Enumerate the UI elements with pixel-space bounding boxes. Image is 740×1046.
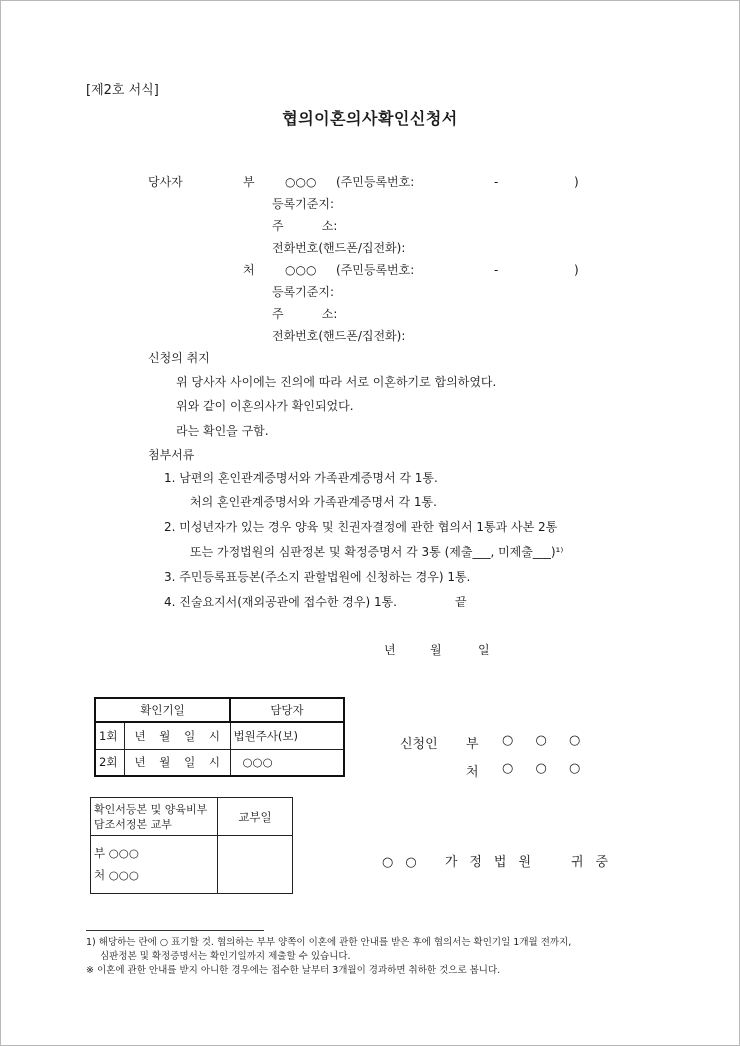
applicant-husband-name: ○ ○ ○ [502,733,581,748]
wife-rrn-label: (주민등록번호: [336,263,415,277]
wife-name: ○○○ [285,263,317,277]
delivery-date-cell [218,836,293,894]
document-title: 협의이혼의사확인신청서 [282,109,458,128]
date-cell: 년 월 일 시 [125,722,231,749]
attachment-end: 끝 [455,595,467,609]
wife-role: 처 [243,263,255,277]
round-cell: 1회 [95,722,125,749]
date-month: 월 [430,643,442,657]
delivery-husband: 부 ○○○ [94,846,139,860]
applicant-husband-role: 부 [466,737,479,752]
husband-rrn-close: ) [574,175,579,189]
delivery-wife: 처 ○○○ [94,868,139,882]
wife-rrn-dash: - [494,263,499,277]
delivery-recipients [91,836,218,894]
husband-registry-label: 등록기준지: [272,197,335,211]
delivery-table [90,797,293,894]
purpose-line: 라는 확인을 구함. [176,424,269,438]
husband-role: 부 [243,175,255,189]
date-year: 년 [384,643,396,657]
wife-rrn-close: ) [574,263,579,277]
applicant-label: 신청인 [400,737,438,752]
attachment-item: 4. 진술요지서(재외공관에 접수한 경우) 1통. [164,595,397,609]
husband-name: ○○○ [285,175,317,189]
confirm-date-header: 확인기일 [95,698,230,722]
attachments-heading: 첨부서류 [148,448,195,462]
attachment-item: 또는 가정법원의 심판정본 및 확정증명서 각 3통 (제출___, 미제출___)¹⁾ [190,545,564,559]
footnote-line: 1) 해당하는 란에 ○ 표기할 것. 협의하는 부부 양쪽이 이혼에 관한 안내를 받은 후에 협의서는 확인기일 1개월 전까지, [86,937,572,948]
attachment-item: 1. 남편의 혼인관계증명서와 가족관계증명서 각 1통. [164,471,438,485]
purpose-line: 위 당사자 사이에는 진의에 따라 서로 이혼하기로 합의하였다. [176,375,497,389]
attachment-item: 처의 혼인관계증명서와 가족관계증명서 각 1통. [190,495,437,509]
staff-header: 담당자 [230,698,344,722]
purpose-line: 위와 같이 이혼의사가 확인되었다. [176,399,354,413]
court-honorific: 귀중 [571,855,621,870]
husband-phone-label: 전화번호(핸드폰/집전화): [272,241,406,255]
date-cell: 년 월 일 시 [125,749,231,776]
delivery-docs-header: 확인서등본 및 양육비부담조서정본 교부 [91,798,218,836]
footnote-line: 심판정본 및 확정증명서는 확인기일까지 제출할 수 있습니다. [100,951,351,962]
date-day: 일 [478,643,490,657]
applicant-wife-name: ○ ○ ○ [502,761,581,776]
parties-label: 당사자 [148,175,183,189]
attachment-item: 3. 주민등록표등본(주소지 관할법원에 신청하는 경우) 1통. [164,570,471,584]
form-number: [제2호 서식] [86,83,159,98]
attachment-item: 2. 미성년자가 있는 경우 양육 및 친권자결정에 관한 협의서 1통과 사본 2통 [164,520,558,534]
wife-address-label: 주 소: [272,307,338,321]
round-cell: 2회 [95,749,125,776]
footnote-divider [86,930,264,931]
husband-rrn-label: (주민등록번호: [336,175,415,189]
footnote-line: ※ 이혼에 관한 안내를 받지 아니한 경우에는 접수한 날부터 3개월이 경과하면 취하한 것으로 봅니다. [86,965,501,976]
staff-cell: 법원주사(보) [230,722,344,749]
confirm-date-table [94,697,345,777]
applicant-wife-role: 처 [466,765,479,780]
purpose-heading: 신청의 취지 [148,351,210,365]
wife-phone-label: 전화번호(핸드폰/집전화): [272,329,406,343]
court-name: ○○ 가정법원 [382,855,544,870]
staff-cell: ○○○ [230,749,344,776]
wife-registry-label: 등록기준지: [272,285,335,299]
delivery-date-header: 교부일 [218,798,293,836]
husband-address-label: 주 소: [272,219,338,233]
husband-rrn-dash: - [494,175,499,189]
